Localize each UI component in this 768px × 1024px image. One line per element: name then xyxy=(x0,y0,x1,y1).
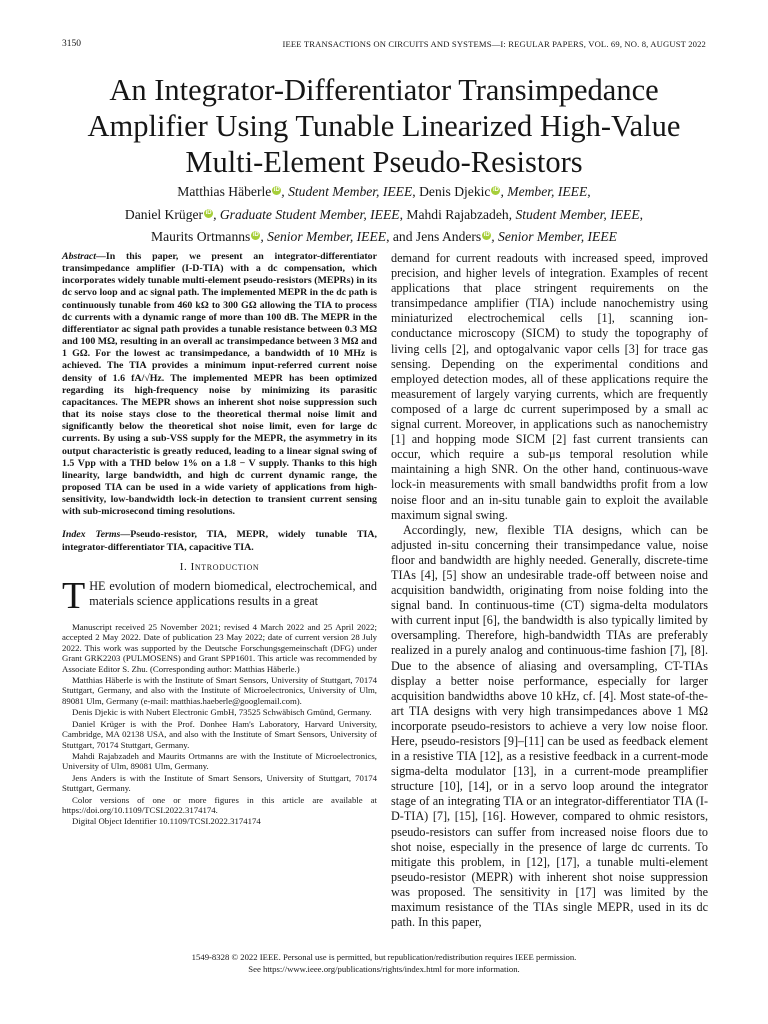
section-heading xyxy=(62,561,377,573)
footnote: Color versions of one or more figures in this article are available at https://doi.org/10.1109/TCSI.2022.3174174. xyxy=(62,794,377,815)
orcid-icon[interactable]: iD xyxy=(483,232,490,238)
intro-paragraph xyxy=(62,574,377,617)
drop-cap: T xyxy=(62,574,86,617)
author-affiliation: , Student Member, IEEE xyxy=(508,206,640,222)
paper-title xyxy=(40,72,728,180)
author-line xyxy=(40,204,728,227)
orcid-icon[interactable]: iD xyxy=(492,187,499,193)
page-number: 3150 xyxy=(62,39,81,49)
footnote: Manuscript received 25 November 2021; revised 4 March 2022 and 25 April 2022; accepted 2 May 2022. Date of publication 23 May 2022; date of current version 28 July 2022. This work was supported by the Deutsche Forschungsgemeinschaft (DFG) under Grant GRK2203 (PULMOSENS) and Grant SPP1601. This article was recommended by Associate Editor S. Zhu. (Corresponding author: Matthias Häberle.) xyxy=(62,622,377,674)
author-name: , and Jens Anders xyxy=(386,229,482,244)
title-line: An Integrator-Differentiator Transimpedance xyxy=(109,73,659,107)
author-name: Maurits Ortmanns xyxy=(151,229,251,244)
author-line xyxy=(40,181,728,204)
orcid-icon[interactable]: iD xyxy=(205,209,212,216)
title-line: Multi-Element Pseudo-Resistors xyxy=(185,145,583,179)
orcid-icon[interactable]: iD xyxy=(252,232,259,238)
section-number: I. xyxy=(179,560,188,573)
abstract-text: In this paper, we present an integrator-differentiator transimpedance amplifier (I-D-TIA) with a dc compensation, which incorporates widely tunable multi-element pseudo-resistors (MEPRs) in its dc servo loop and ac signal path. The implemented MEPR in the dc path is continuously tunable from 460 kΩ to 300 GΩ allowing the TIA to process dc currents with a dynamic range of more than 100 dB. The MEPR in the differentiator ac signal path provides a tunable resistance between 0.3 MΩ and 100 MΩ, resulting in an overall ac transimpedance between 3 MΩ and 1 GΩ. For the lowest ac transimpedance, a bandwidth of 10 MHz is achieved. The TIA provides a minimum input-referred current noise density of 1.6 fA/√Hz. The implemented MEPR has been optimized regarding its high-frequency noise by minimizing its parasitic capacitances. The MEPR shows an inherent shot noise suppression such that its noise stays close to the theoretical thermal noise limit and significantly below the theoretical shot noise limit, even for large dc currents. By using a sub-VSS supply for the MEPR, the asymmetry in its output characteristic is greatly reduced, leading to a linear signal swing of 1.5 Vpp with a THD below 1% on a 1.8 − V supply. Thanks to this high linearity, large bandwidth, and high dc current dynamic range, the proposed TIA can be used in a wide variety of applications from high-sensitivity, low-bandwidth lock-in detection to transient current sensing with sub-microsecond timing resolutions. xyxy=(62,251,377,518)
right-column xyxy=(391,251,708,930)
footnote: Daniel Krüger is with the Prof. Donhee Ham's Laboratory, Harvard University, Cambridge, MA 02138 USA, and also with the Institute of Smart Sensors, University of Stuttgart, 70174 Stuttgart, Germany. xyxy=(62,718,377,750)
author-affiliation: , Senior Member, IEEE xyxy=(491,229,617,244)
author-name: , Mahdi Rajabzadeh xyxy=(399,206,509,222)
author-line xyxy=(40,226,728,249)
abstract-label: Abstract— xyxy=(62,251,106,262)
author-name: , Denis Djekic xyxy=(412,184,491,199)
author-affiliation: , Graduate Student Member, IEEE xyxy=(213,206,400,222)
footnote: Mahdi Rajabzadeh and Maurits Ortmanns are with the Institute of Microelectronics, University of Ulm, 89081 Ulm, Germany. xyxy=(62,750,377,772)
title-line: Amplifier Using Tunable Linearized High-Value xyxy=(87,109,681,143)
author-affiliation: , Member, IEEE xyxy=(500,184,588,199)
index-terms-label: Index Terms— xyxy=(62,529,131,541)
index-terms-text: Pseudo-resistor, TIA, MEPR, widely tunable TIA, integrator-differentiator TIA, capacitive TIA. xyxy=(62,529,378,553)
body-paragraph: demand for current readouts with increased speed, improved precision, and higher levels of integration. Examples of recent applications that place stringent requirements on the transimpedance amplifier (TIA) include nanochemistry using miniaturized electrochemical cells [1], scanning ion-conductance microscopy (SICM) to study the topography of living cells [2], and optogalvanic vapor cells [3] for trace gas sensing. Depending on the experimental conditions and employed detection modes, all of these applications require the measurement of largely varying currents, which are frequently composed of a large dc current superimposed by a small ac signal current. Moreover, in applications such as nanochemistry [1] and hopping mode SICM [2] fast current transients can occur, which require a sub-μs temporal resolution while maintaining a high SNR. On the other hand, continuous-wave lock-in measurements with small bandwidths profit from a low noise floor and an in-situ tunable gain to exploit the available maximum signal swing. xyxy=(391,251,708,522)
left-column xyxy=(62,251,377,828)
body-paragraph: Accordingly, new, flexible TIA designs, which can be adjusted in-situ concerning their transimpedance value, noise floor and bandwidth are highly needed. Generally, discrete-time TIAs [4], [5] show an undesirable trade-off between noise and acquisition bandwidth, originating from noise folding into the signal band. In continuous-time (CT) sigma-delta modulators with current input [6], the bandwidth is also typically limited by oversampling. Therefore, high-bandwidth TIAs are preferably realized in a purely analog and continuous-time fashion [7], [8]. Due to the absence of aliasing and oversampling, CT-TIAs display a better noise performance, especially for larger acquisition bandwidths above 10 kHz, cf. [4]. Most state-of-the-art TIA designs with very high transimpedances above 1 MΩ incorporate pseudo-resistors to achieve a very low noise floor. Here, pseudo-resistors [9]–[11] can be used as feedback element in a resistive TIA [12], as a resistive feedback in a current-mode sigma-delta modulator [13], in a current-mode preamplifier structure [10], [14], or in a servo loop around the integrator stage of an integrating TIA or an integrator-differentiator TIA (I-D-TIA) [7], [15], [16]. However, compared to ohmic resistors, pseudo-resistors can suffer from increased noise floors due to shot noise, especially in the presence of large dc currents. To mitigate this problem, in [12], [17], a tunable multi-element pseudo-resistor (MEPR) with inherent shot noise suppression was proposed. The sensitivity in [17] was limited by the maximum resistance of the TIAs single MEPR, used in its dc path. In this paper, xyxy=(391,522,708,930)
footnote: Denis Djekic is with Nubert Electronic GmbH, 73525 Schwäbisch Gmünd, Germany. xyxy=(72,707,372,718)
author-affiliation: , Student Member, IEEE xyxy=(281,184,413,199)
author-name: Daniel Krüger xyxy=(124,206,204,222)
footnote: Jens Anders is with the Institute of Smart Sensors, University of Stuttgart, 70174 Stuttgart, Germany. xyxy=(62,772,377,794)
author-separator: , xyxy=(587,184,591,199)
copyright-line: 1549-8328 © 2022 IEEE. Personal use is permitted, but republication/redistribution requires IEEE permission. xyxy=(191,952,577,962)
intro-text: evolution of modern biomedical, electrochemical, and materials science applications results in a great xyxy=(89,578,377,608)
author-separator: , xyxy=(639,206,644,222)
body-text xyxy=(391,251,708,930)
intro-first-word: HE xyxy=(89,578,106,593)
author-name: Matthias Häberle xyxy=(177,184,272,199)
footnote: Digital Object Identifier 10.1109/TCSI.2022.3174174 xyxy=(72,816,261,827)
footnote: Matthias Häberle is with the Institute of Smart Sensors, University of Stuttgart, 70174 Stuttgart, Germany, and also with the Institute of Microelectronics, University of Ulm, 89081 Ulm, Germany (e-mail: matthias.haeberle@googlemail.com). xyxy=(62,675,377,706)
index-terms xyxy=(62,529,377,553)
abstract xyxy=(62,251,377,518)
rights-link-line[interactable]: See https://www.ieee.org/publications/rights/index.html for more information. xyxy=(248,963,520,974)
orcid-icon[interactable]: iD xyxy=(273,187,280,193)
copyright-footer xyxy=(40,952,728,975)
footnotes xyxy=(62,622,377,827)
author-affiliation: , Senior Member, IEEE xyxy=(260,229,387,244)
author-list xyxy=(40,181,728,249)
journal-header: IEEE TRANSACTIONS ON CIRCUITS AND SYSTEMS—I: REGULAR PAPERS, VOL. 69, NO. 8, AUGUST 2022 xyxy=(282,39,706,49)
section-title: Introduction xyxy=(190,560,260,573)
